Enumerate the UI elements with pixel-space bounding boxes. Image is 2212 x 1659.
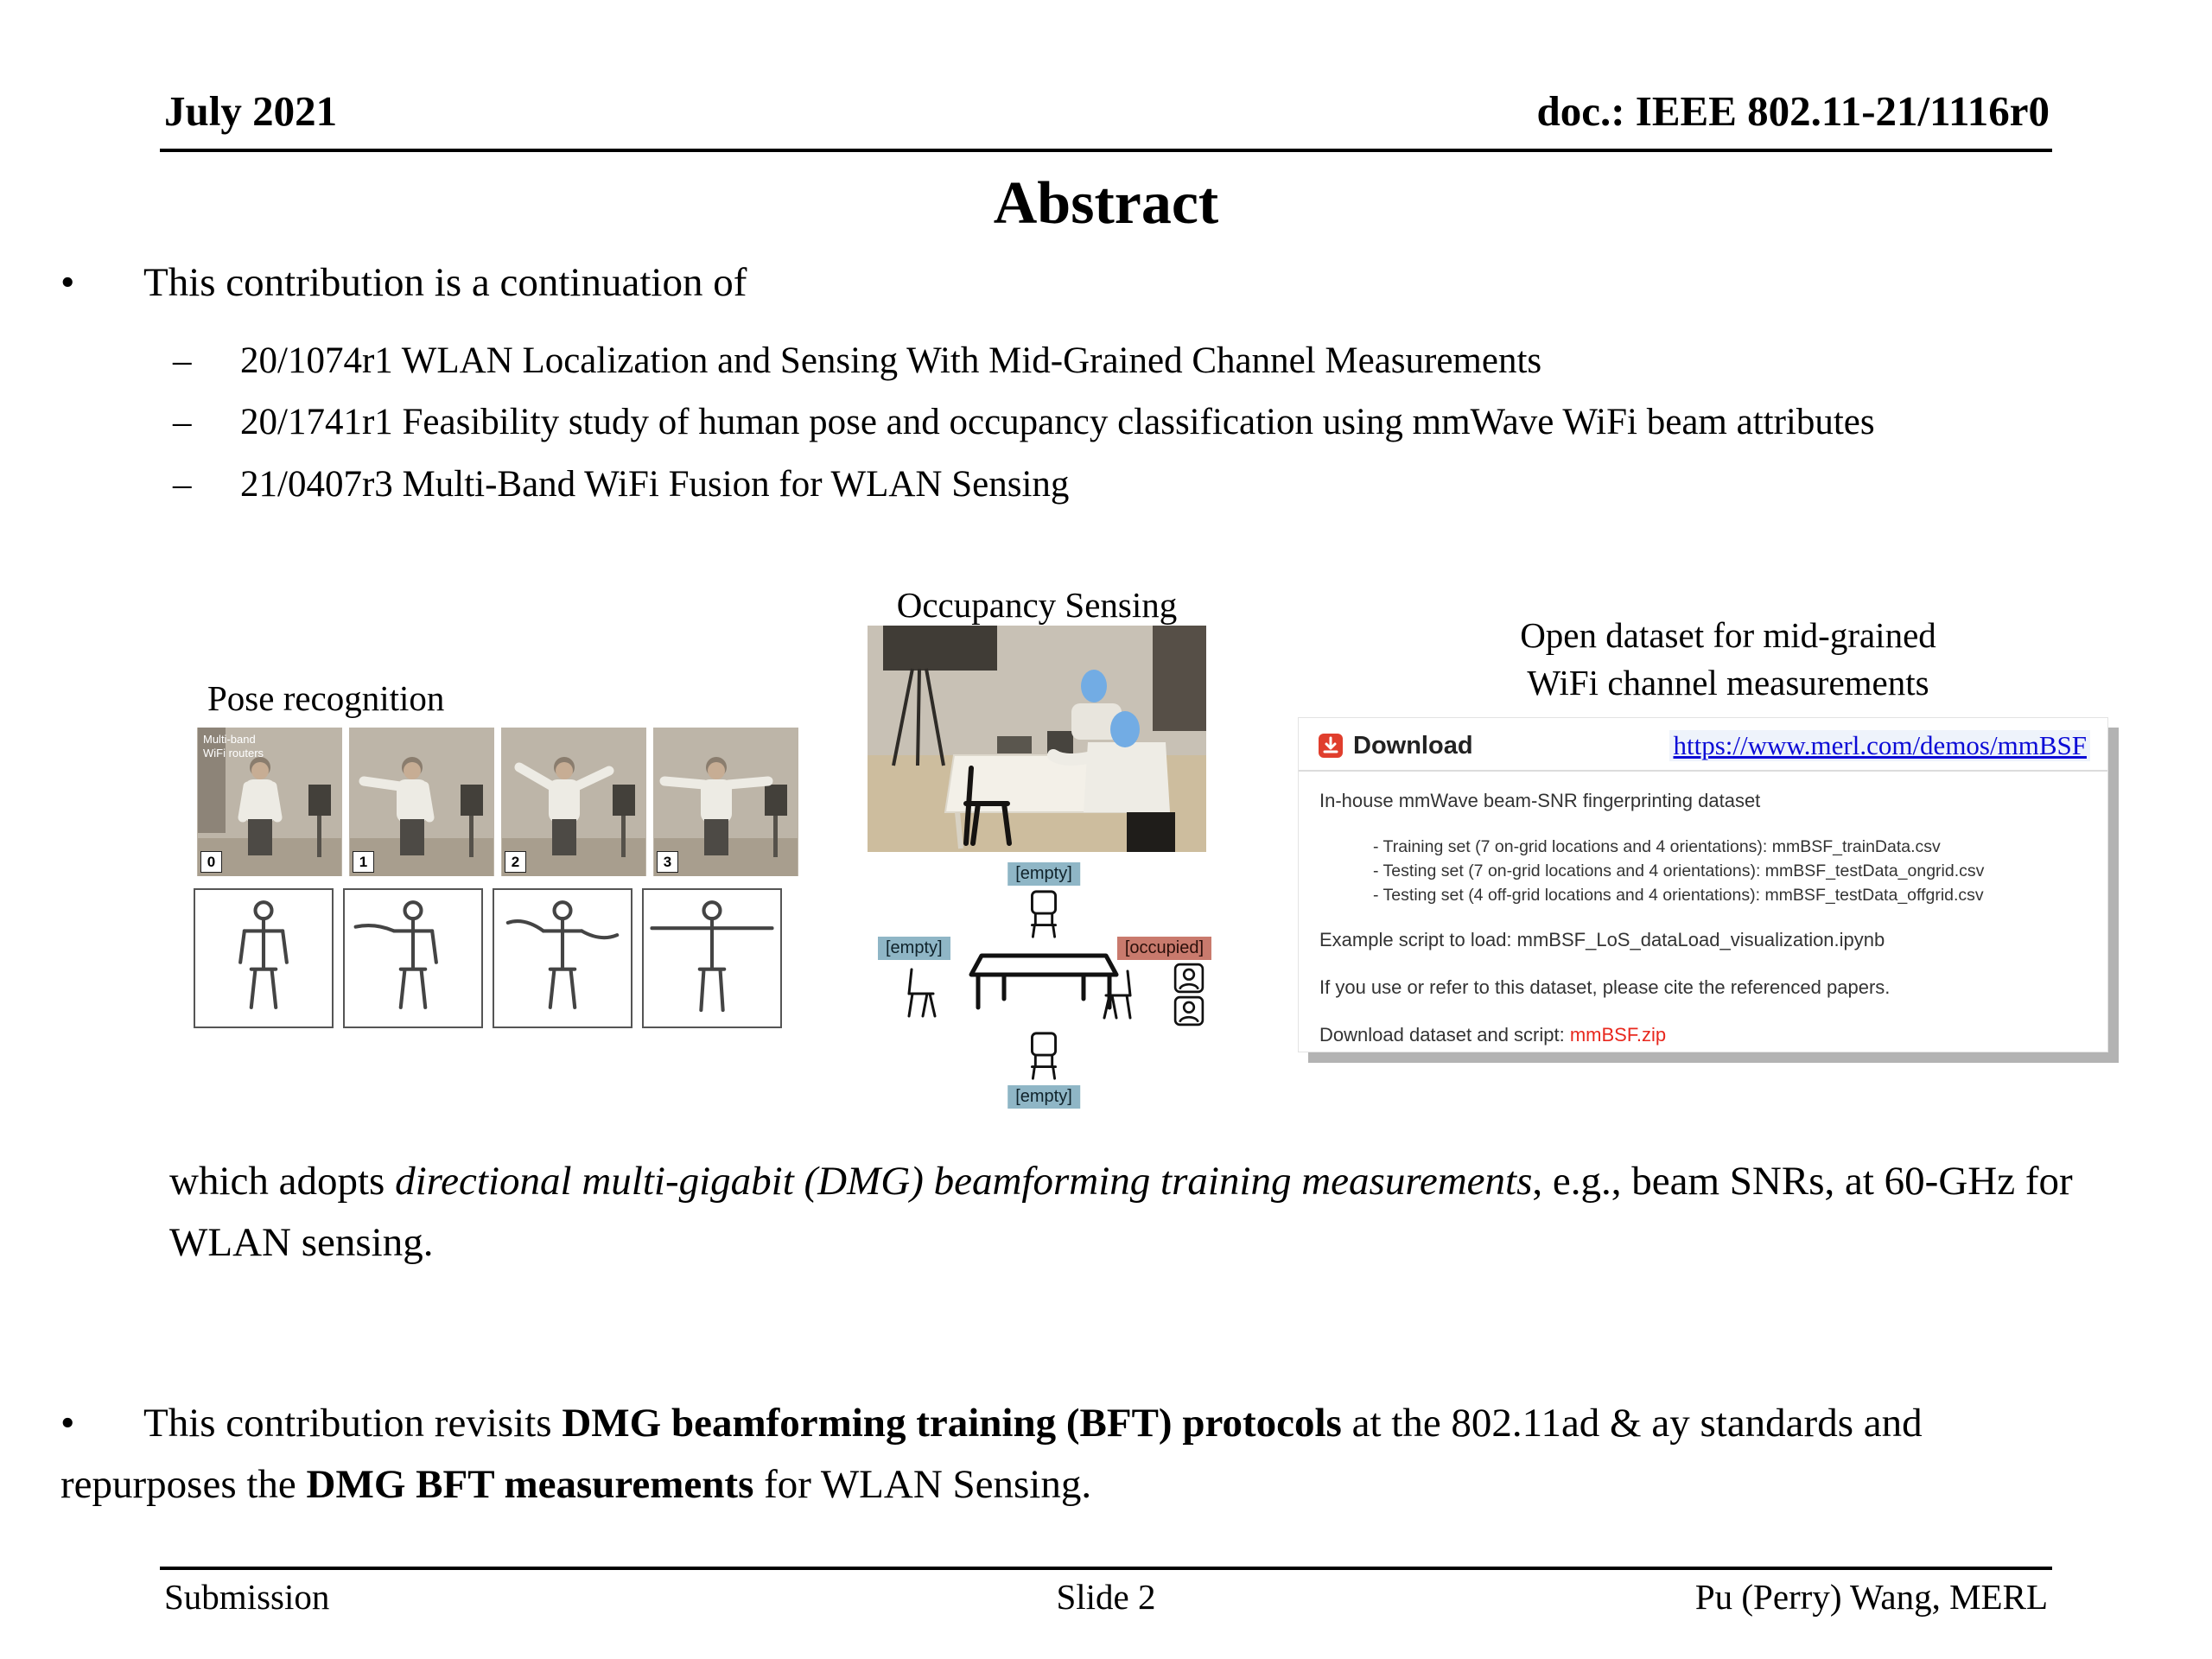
reference-text: 20/1741r1 Feasibility study of human pose and occupancy classification using mmWave WiFi beam attributes [240, 402, 1875, 443]
reference-item [173, 330, 1875, 391]
skeleton-figure-2 [493, 888, 632, 1028]
paragraph-text: , e.g., beam SNRs, at 60-GHz for WLAN sensing. [169, 1159, 2073, 1265]
download-icon [1318, 733, 1344, 759]
occupancy-photo [868, 626, 1206, 852]
dataset-card-header [1299, 718, 2107, 770]
skeleton-image [494, 890, 631, 1027]
chair-icon [1025, 1030, 1063, 1082]
dataset-file-item: - Testing set (7 on-grid locations and 4 orientations): mmBSF_testData_ongrid.csv [1373, 861, 1985, 880]
page-title: Abstract [993, 170, 1219, 237]
person-icon [1173, 995, 1205, 1027]
dataset-file-item: - Training set (7 on-grid locations and 4 orientations): mmBSF_trainData.csv [1373, 836, 1941, 856]
footer-submission: Submission [164, 1577, 330, 1617]
skeleton-image [644, 890, 780, 1027]
footer-slide-number: Slide 2 [1056, 1577, 1156, 1617]
reference-list [173, 330, 1875, 515]
dash-marker: – [173, 402, 192, 443]
pose-photo-0 [197, 728, 342, 876]
contribution-text: This contribution revisits [143, 1401, 563, 1446]
download-button[interactable]: Download [1353, 731, 1473, 760]
skeleton-image [345, 890, 481, 1027]
intro-bullet-text: This contribution is a continuation of [143, 260, 747, 305]
occupancy-photo-image [868, 626, 1206, 852]
empty-tag-bottom: [empty] [1007, 1085, 1080, 1109]
contribution-bold-text: DMG beamforming training (BFT) protocols [562, 1401, 1342, 1446]
dataset-url-link[interactable]: https://www.merl.com/demos/mmBSF [1669, 730, 2090, 761]
dash-marker: – [173, 340, 192, 381]
skeleton-strip [194, 888, 782, 1028]
header-divider [160, 149, 2052, 152]
overlay-line: Multi-band [203, 733, 256, 746]
person-icon [1173, 963, 1205, 994]
contribution-bold-text: DMG BFT measurements [306, 1461, 754, 1507]
bullet-marker: • [60, 260, 75, 305]
dataset-example-line: Example script to load: mmBSF_LoS_dataLoad_visualization.ipynb [1319, 929, 1885, 951]
paragraph-italic-text: directional multi-gigabit (DMG) beamforming training measurements [395, 1159, 1533, 1204]
occupancy-diagram [874, 862, 1213, 1115]
dataset-zip-link[interactable]: mmBSF.zip [1569, 1023, 1667, 1046]
frame-number: 1 [353, 851, 374, 873]
pose-photo-strip [197, 728, 798, 876]
dataset-card [1298, 717, 2108, 1052]
skeleton-figure-3 [642, 888, 782, 1028]
occupancy-sensing-label: Occupancy Sensing [896, 585, 1178, 625]
reference-item [173, 454, 1875, 515]
empty-tag-left: [empty] [878, 937, 950, 960]
dash-marker: – [173, 463, 192, 505]
frame-number: 2 [505, 851, 526, 873]
dmg-paragraph [169, 1151, 2096, 1273]
chair-icon [899, 966, 942, 1020]
footer-divider [160, 1567, 2052, 1570]
contribution-bullet [60, 1393, 2074, 1515]
pose-photo-2 [501, 728, 646, 876]
frame-number: 3 [657, 851, 678, 873]
skeleton-figure-0 [194, 888, 334, 1028]
chair-icon [1025, 888, 1063, 940]
paragraph-text: which adopts [169, 1159, 396, 1204]
dataset-file-item: - Testing set (4 off-grid locations and 4 orientations): mmBSF_testData_offgrid.csv [1373, 886, 1984, 906]
pose-photo-1 [349, 728, 494, 876]
header-doc-number: doc.: IEEE 802.11-21/1116r0 [1536, 87, 2050, 135]
photo-overlay-text [203, 733, 264, 761]
contribution-text: for WLAN Sensing. [753, 1461, 1092, 1507]
reference-item [173, 391, 1875, 453]
empty-tag-top: [empty] [1007, 862, 1080, 886]
pose-recognition-label: Pose recognition [207, 678, 445, 718]
table-icon [964, 942, 1123, 1028]
contribution-text: at the 802.11ad & ay standards and repurposes the [60, 1401, 1923, 1507]
overlay-line: WiFi routers [203, 747, 264, 760]
dataset-file-list [1373, 835, 2087, 908]
dataset-heading-line: WiFi channel measurements [1527, 663, 1929, 703]
download-line-prefix: Download dataset and script: [1319, 1023, 1570, 1046]
skeleton-figure-1 [343, 888, 483, 1028]
dataset-download-line [1319, 1023, 2087, 1048]
footer-author: Pu (Perry) Wang, MERL [1694, 1577, 2048, 1617]
pose-photo-3 [653, 728, 798, 876]
bullet-marker: • [60, 1401, 75, 1446]
skeleton-image [195, 890, 332, 1027]
dataset-card-body [1299, 772, 2107, 1047]
dataset-cite-line: If you use or refer to this dataset, please cite the referenced papers. [1319, 976, 1891, 998]
dataset-heading-line: Open dataset for mid-grained [1520, 615, 1936, 655]
frame-number: 0 [200, 851, 222, 873]
reference-text: 20/1074r1 WLAN Localization and Sensing With Mid-Grained Channel Measurements [240, 340, 1542, 381]
reference-text: 21/0407r3 Multi-Band WiFi Fusion for WLAN Sensing [240, 463, 1070, 505]
intro-bullet [60, 259, 2134, 306]
header-date: July 2021 [164, 87, 338, 135]
occupied-tag: [occupied] [1117, 937, 1211, 960]
dataset-intro: In-house mmWave beam-SNR fingerprinting dataset [1319, 790, 1761, 811]
dataset-heading [1478, 612, 1979, 708]
